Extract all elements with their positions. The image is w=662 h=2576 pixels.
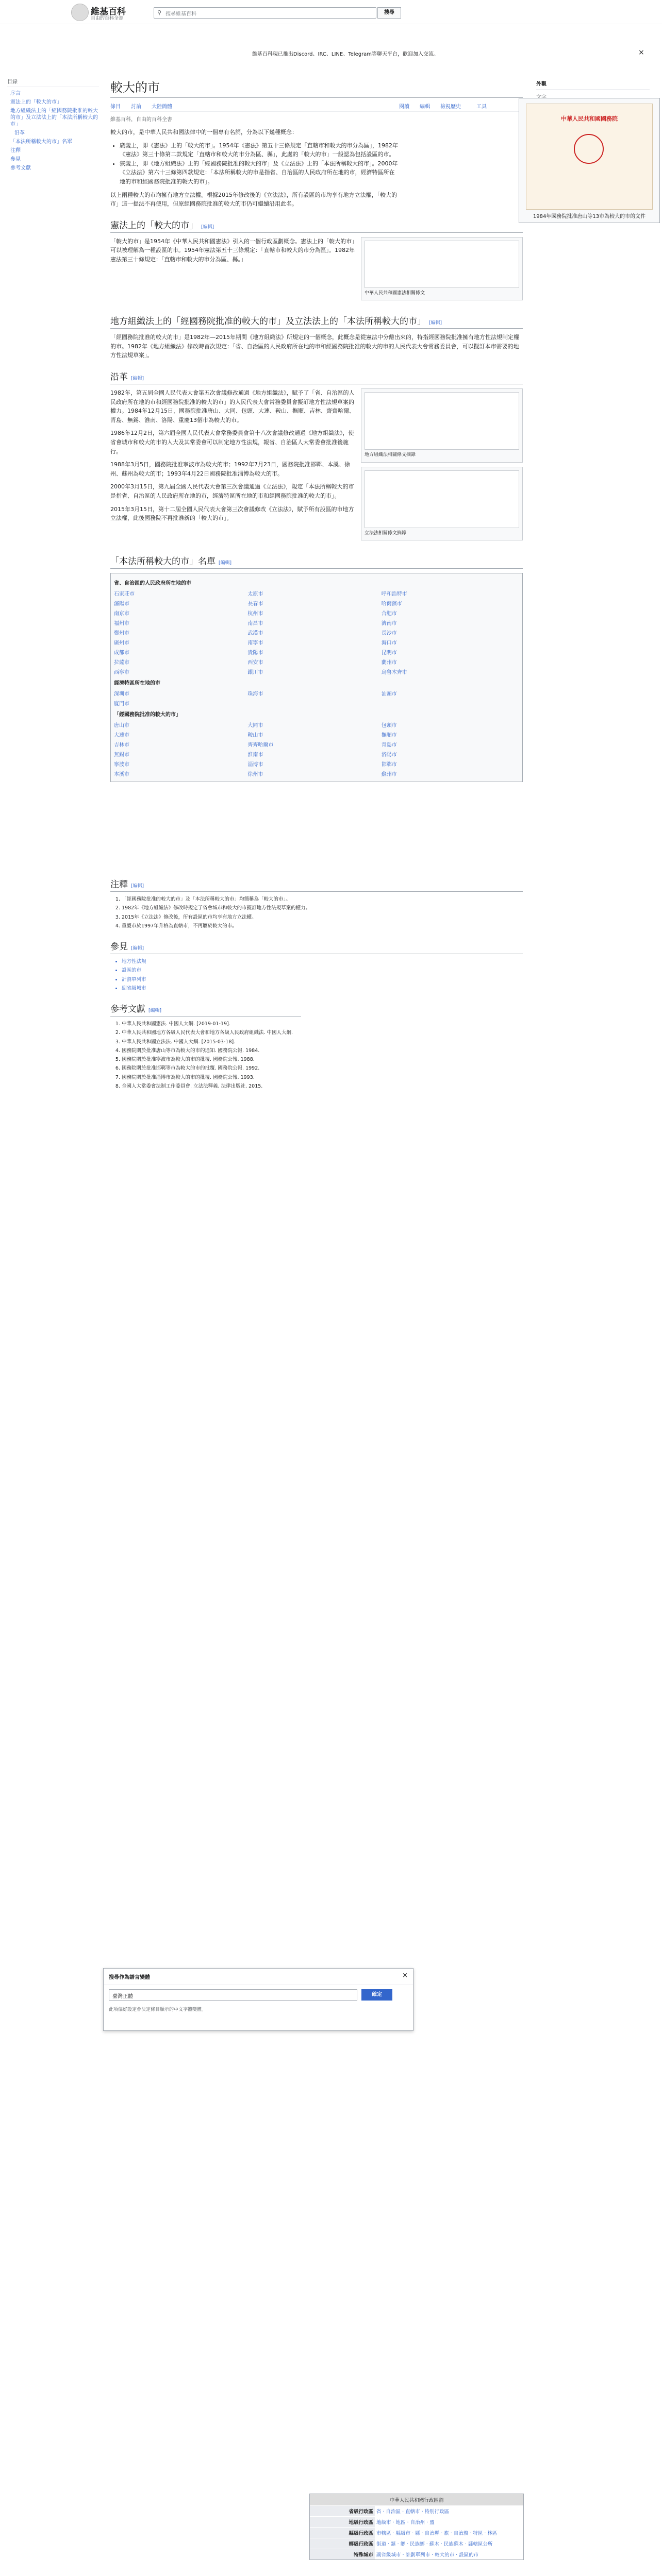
note-item: 2. 1982年《地方組織法》修改時規定了省會城市和較大的市擬訂地方性法規草案的權力。: [122, 905, 523, 912]
see-also-link[interactable]: • 副省級城市: [122, 985, 307, 992]
reference-item: 4. 國務院關於批准唐山等市為較大的市的通知. 國務院公報. 1984.: [122, 1047, 307, 1055]
city-link[interactable]: 鄭州市: [114, 631, 129, 637]
city-link[interactable]: 南京市: [114, 611, 129, 617]
city-link[interactable]: 廣州市: [114, 640, 129, 647]
references-list: [110, 1021, 307, 1090]
section-paragraph: 1986年12月2日，第六屆全國人民代表大會常務委員會第十八次會議修改通過《地方組織法》，使省會城市和較大的市的人大及其常委會可以制定地方性法規，報省、自治區人大常委會批准後施行。: [110, 430, 354, 455]
reference-item: 8. 全國人大常委會法制工作委員會. 立法法釋義. 法律出版社. 2015.: [122, 1083, 307, 1090]
see-also-link[interactable]: • 設區的市: [122, 967, 307, 974]
reference-item: 5. 國務院關於批准寧波市為較大的市的批覆. 國務院公報. 1988.: [122, 1056, 307, 1063]
tab-edit[interactable]: 編輯: [420, 104, 430, 110]
section-heading: 憲法上的「較大的市」 [編輯]: [110, 218, 523, 233]
lead-list: [120, 141, 399, 187]
edit-link[interactable]: [編輯]: [219, 561, 232, 566]
site-name[interactable]: 維基百科: [91, 7, 126, 17]
city-link[interactable]: 無錫市: [114, 752, 129, 758]
city-group-heading: 省、自治區的人民政府所在地的市: [114, 581, 191, 587]
site-notice: 維基百科現已推出Discord、IRC、LINE、Telegram等聊天平台，歡迎加入交流。: [252, 52, 439, 57]
section-paragraph: 1988年3月5日，國務院批准寧波市為較大的市；1992年7月23日，國務院批准邯鄲、本溪、徐州、蘇州為較大的市；1993年4月22日國務院批准淄博為較大的市。: [110, 461, 350, 477]
city-group-heading: 「經國務院批准的較大的市」: [114, 712, 181, 718]
edit-link[interactable]: [編輯]: [148, 1008, 162, 1014]
note-item: 1. 「經國務院批准的較大的市」及「本法所稱較大的市」均簡稱為「較大的市」。: [122, 896, 523, 903]
section-heading: 地方組織法上的「經國務院批准的較大的市」及立法法上的「本法所稱較大的市」 [編輯]: [110, 314, 523, 329]
lead-paragraph: 較大的市，是中華人民共和國法律中的一個專有名詞，分為以下幾種概念：: [110, 129, 297, 135]
note-item: 3. 2015年《立法法》修改後，所有設區的市均享有地方立法權。: [122, 914, 523, 921]
figure: [361, 237, 523, 301]
edit-link[interactable]: [編輯]: [131, 946, 144, 952]
infobox-caption: 1984年國務院批准唐山等13市為較大的市的文件: [533, 214, 646, 219]
figure-caption: 地方組織法相關條文摘錄: [365, 452, 416, 458]
wikipedia-logo-icon[interactable]: [71, 4, 89, 21]
search-icon: ⚲: [157, 9, 162, 16]
tab-article[interactable]: 條目: [110, 104, 121, 110]
city-link[interactable]: 貴陽市: [247, 650, 263, 656]
close-icon[interactable]: ×: [638, 48, 644, 57]
city-link[interactable]: 大同市: [247, 723, 263, 729]
city-link[interactable]: 西寧市: [114, 670, 129, 676]
city-link[interactable]: 蘭州市: [381, 660, 397, 666]
tab-tools[interactable]: 工具: [476, 104, 487, 110]
dialog-note: 此項偏好設定會決定條目顯示的中文字體變體。: [109, 2007, 207, 2012]
toc-item[interactable]: 注釋: [10, 148, 21, 154]
navbox: [309, 2494, 524, 2560]
toc-heading: 目錄: [7, 77, 99, 87]
city-link[interactable]: 唐山市: [114, 723, 129, 729]
section-paragraph: 2015年3月15日，第十二屆全國人民代表大會第三次會議修改《立法法》，賦予所有設區的市地方立法權，此後國務院不再批准新的「較大的市」。: [110, 505, 354, 522]
city-link[interactable]: 太原市: [247, 591, 263, 598]
tab-read[interactable]: 閱讀: [399, 104, 409, 110]
city-link[interactable]: 齊齊哈爾市: [247, 742, 274, 749]
city-link[interactable]: 哈爾濱市: [381, 601, 402, 607]
city-group-heading: 經濟特區所在地的市: [114, 681, 160, 687]
section-paragraph: 1982年，第五屆全國人民代表大會第五次會議修改通過《地方組織法》，賦予了「省、自治區的人民政府所在地的市和經國務院批准的較大的市」的人民代表大會常務委員會擬訂地方性法規草案的權力。1984年12月15日，國務院批准唐山、大同、包頭、大連、鞍山、撫順、吉林、齊齊哈爾、青島、無錫、淮南、洛陽、重慶13個市為較大的市。: [110, 389, 355, 423]
city-link[interactable]: 拉薩市: [114, 660, 129, 666]
navbox-title: 中華人民共和國行政區劃: [310, 2494, 523, 2505]
toc-item[interactable]: 地方組織法上的「經國務院批准的較大的市」及立法法上的「本法所稱較大的市」: [10, 108, 98, 127]
note-item: 4. 重慶市於1997年升格為直轄市，不再屬於較大的市。: [122, 923, 523, 930]
city-link[interactable]: 合肥市: [381, 611, 397, 617]
city-link[interactable]: 青島市: [381, 742, 397, 749]
city-link[interactable]: 包頭市: [381, 723, 397, 729]
lead-paragraph-2: 以上兩種較大的市均擁有地方立法權。根據2015年修改後的《立法法》，所有設區的市均享有地方立法權，「較大的市」這一提法不再使用，但原經國務院批准的較大的市仍可繼續沿用此名。: [110, 191, 397, 208]
reference-item: 1. 中華人民共和國憲法. 中國人大網. [2019-01-19].: [122, 1021, 307, 1028]
city-group: [114, 588, 519, 676]
notes-list: [110, 896, 523, 930]
search-input[interactable]: ⚲ 搜尋維基百科: [154, 7, 376, 19]
figure-caption: 中華人民共和國憲法相關條文: [365, 290, 425, 296]
city-link[interactable]: 寧波市: [114, 762, 129, 768]
table-of-contents: [7, 77, 99, 173]
navbox-row: 縣級行政區 市轄區 · 縣級市 · 縣 · 自治縣 · 旗 · 自治旗 · 特區 · 林區: [310, 2527, 523, 2538]
infobox-image: [526, 104, 653, 210]
see-also-link[interactable]: • 計劃單列市: [122, 976, 307, 984]
section-paragraph: 「較大的市」是1954年《中華人民共和國憲法》引入的一個行政區劃概念。憲法上的「較大的市」可以被理解為一種設區的市。1954年憲法第五十三條規定：「直轄市和較大的市分為區」。1982年憲法第三十條規定：「直轄市和較大的市分為區、縣。」: [110, 238, 355, 263]
edit-link[interactable]: [編輯]: [131, 884, 144, 889]
section-heading: 沿革 [編輯]: [110, 369, 523, 384]
edit-link[interactable]: [編輯]: [131, 376, 144, 382]
city-link[interactable]: 石家莊市: [114, 591, 135, 598]
city-link[interactable]: 昆明市: [381, 650, 397, 656]
city-link[interactable]: 西安市: [247, 660, 263, 666]
navbox-row: 鄉級行政區 街道 · 鎮 · 鄉 · 民族鄉 · 蘇木 · 民族蘇木 · 縣轄區公所: [310, 2538, 523, 2549]
city-link[interactable]: 濟南市: [381, 621, 397, 627]
section-heading: 參考文獻 [編輯]: [110, 1002, 301, 1016]
tab-history[interactable]: 檢視歷史: [440, 104, 461, 110]
see-also-link[interactable]: • 地方性法規: [122, 958, 307, 965]
top-bar: [0, 0, 662, 24]
reference-item: 3. 中華人民共和國立法法. 中國人大網. [2015-03-18].: [122, 1039, 307, 1046]
navbox-row: 省級行政區 省 · 自治區 · 直轄市 · 特別行政區: [310, 2505, 523, 2516]
city-link[interactable]: 徐州市: [247, 772, 263, 778]
city-link[interactable]: 呼和浩特市: [381, 591, 407, 598]
figure: [361, 388, 523, 463]
tab-variant[interactable]: 大陸簡體: [152, 104, 172, 110]
city-link[interactable]: 烏魯木齊市: [381, 670, 407, 676]
toc-item[interactable]: 序言: [10, 91, 21, 96]
site-tagline: 自由的百科全書: [91, 16, 124, 21]
infobox: [519, 98, 660, 223]
section-heading: 注釋 [編輯]: [110, 877, 523, 892]
city-link[interactable]: 福州市: [114, 621, 129, 627]
city-link[interactable]: 撫順市: [381, 733, 397, 739]
page-tabs: [110, 100, 523, 112]
list-item: • 狹義上，即《地方組織法》上的「經國務院批准的較大的市」及《立法法》上的「本法所稱較大的市」。2000年《立法法》第六十三條第四款規定：「本法所稱較大的市是指省、自治區的人民政府所在地的市，經濟特區所在地的市和經國務院批准的較大的市」。: [120, 159, 399, 187]
city-link[interactable]: 本溪市: [114, 772, 129, 778]
toc-item[interactable]: 參見: [10, 157, 21, 162]
city-link[interactable]: 武漢市: [247, 631, 263, 637]
city-link[interactable]: 汕頭市: [381, 691, 397, 698]
city-link[interactable]: 南寧市: [247, 640, 263, 647]
figure-caption: 立法法相關條文摘錄: [365, 530, 407, 536]
toc-item[interactable]: 參考文獻: [10, 165, 31, 171]
city-link[interactable]: 邯鄲市: [381, 762, 397, 768]
variant-dialog: [103, 1968, 413, 2031]
city-link[interactable]: 蘇州市: [381, 772, 397, 778]
city-link[interactable]: 淮南市: [247, 752, 263, 758]
confirm-button[interactable]: 確定: [361, 1989, 392, 2001]
city-link[interactable]: 銀川市: [247, 670, 263, 676]
figure-image: [365, 470, 519, 528]
city-link[interactable]: 長沙市: [381, 631, 397, 637]
figure: [361, 467, 523, 541]
figure-image: [365, 392, 519, 450]
seal-icon: [574, 134, 604, 164]
city-link[interactable]: 鞍山市: [247, 733, 263, 739]
figure-image: [365, 241, 519, 288]
search-button[interactable]: 搜尋: [377, 7, 401, 19]
article-content: [110, 77, 523, 1092]
city-link[interactable]: 廈門市: [114, 701, 129, 707]
from-wikipedia: 維基百科，自由的百科全書: [110, 117, 172, 123]
dialog-title: 搜尋作為語言變體: [104, 1969, 413, 1985]
reference-item: 2. 中華人民共和國地方各級人民代表大會和地方各級人民政府組織法. 中國人大網.: [122, 1029, 307, 1037]
section-paragraph: 2000年3月15日，第九屆全國人民代表大會第三次會議通過《立法法》，規定「本法所稱較大的市是指省、自治區的人民政府所在地的市，經濟特區所在地的市和經國務院批准的較大的市」。: [110, 483, 354, 499]
city-link[interactable]: 洛陽市: [381, 752, 397, 758]
reference-item: 7. 國務院關於批准淄博市為較大的市的批覆. 國務院公報. 1993.: [122, 1074, 307, 1081]
edit-link[interactable]: [編輯]: [201, 224, 214, 230]
city-list: [110, 573, 523, 782]
section-heading: 「本法所稱較大的市」名單 [編輯]: [110, 554, 523, 569]
appearance-heading: 外觀: [536, 77, 650, 90]
city-link[interactable]: 長春市: [247, 601, 263, 607]
city-group: [114, 688, 519, 708]
city-link[interactable]: 吉林市: [114, 742, 129, 749]
section-paragraph: 「經國務院批准的較大的市」是1982年—2015年期間《地方組織法》所規定的一個概念，此概念是從憲法中分離出來的，特指經國務院批准擁有地方性法規制定權的市。1982年《地方組織法》修改時首次規定：「省、自治區的人民政府所在地的市和經國務院批准的較大的市的人民代表大會常務委員會，可以擬訂本市需要的地方性法規草案」。: [110, 334, 519, 359]
navbox-row: 地級行政區 地級市 · 地區 · 自治州 · 盟: [310, 2516, 523, 2527]
toc-item[interactable]: 憲法上的「較大的市」: [10, 99, 62, 105]
city-link[interactable]: 大連市: [114, 733, 129, 739]
infobox-image-heading: 中華人民共和國國務院: [561, 115, 618, 122]
lead-section: [110, 128, 399, 209]
edit-link[interactable]: [編輯]: [429, 320, 442, 326]
city-link[interactable]: 瀋陽市: [114, 601, 129, 607]
city-link[interactable]: 成都市: [114, 650, 129, 656]
city-link[interactable]: 南昌市: [247, 621, 263, 627]
city-link[interactable]: 杭州市: [247, 611, 263, 617]
list-item: • 廣義上，即《憲法》上的「較大的市」。1954年《憲法》第五十三條規定「直轄市和較大的市分為區」，1982年《憲法》第三十條第二款規定「直轄市和較大的市分為區、縣」，此處的「較大的市」一般認為包括設區的市。: [120, 141, 399, 159]
close-icon[interactable]: ×: [402, 1972, 408, 1979]
see-also-list: [110, 958, 307, 992]
navbox-row: 特殊城市 副省級城市 · 計劃單列市 · 較大的市 · 設區的市: [310, 2549, 523, 2560]
city-link[interactable]: 海口市: [381, 640, 397, 647]
city-link[interactable]: 淄博市: [247, 762, 263, 768]
section-heading: 參見 [編輯]: [110, 939, 523, 954]
city-link[interactable]: 深圳市: [114, 691, 129, 698]
tab-talk[interactable]: 討論: [131, 104, 141, 110]
toc-item[interactable]: 「本法所稱較大的市」名單: [10, 139, 72, 145]
variant-select[interactable]: 臺灣正體: [109, 1989, 357, 2001]
reference-item: 6. 國務院關於批准邯鄲等市為較大的市的批覆. 國務院公報. 1992.: [122, 1065, 307, 1072]
city-link[interactable]: 珠海市: [247, 691, 263, 698]
page-title: 較大的市: [110, 77, 523, 98]
city-group: [114, 720, 519, 778]
toc-item[interactable]: 沿革: [14, 130, 25, 136]
